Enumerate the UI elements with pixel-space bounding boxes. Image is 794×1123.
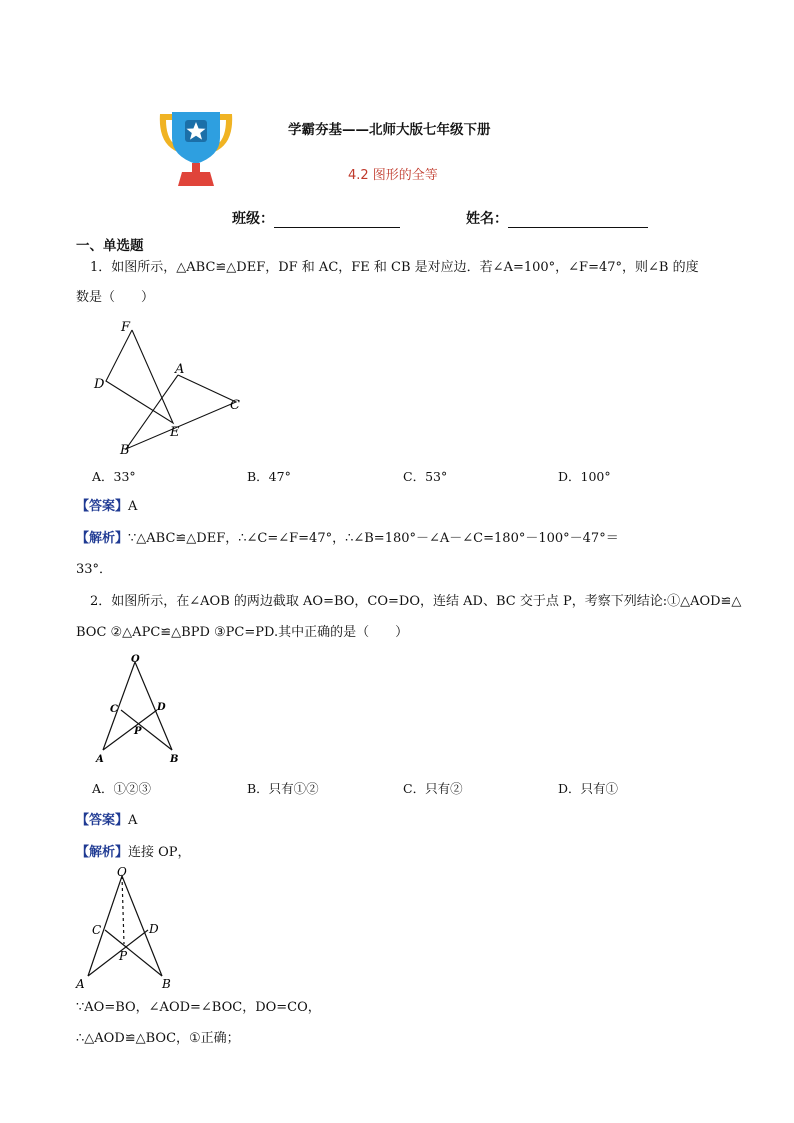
q2-analysis-tag: 【解析】 (76, 845, 129, 860)
q1-answer-tag: 【答案】 (76, 499, 129, 514)
q2-analysis-intro-text: 连接 OP， (128, 845, 191, 860)
q2a-label-c: C (92, 923, 102, 937)
name-label: 姓名： (466, 211, 508, 227)
q2a-label-o: O (117, 865, 127, 879)
q1-label-c: C (230, 398, 240, 413)
q1-option-d[interactable]: D．100° (558, 469, 611, 484)
q1-label-b: B (120, 443, 130, 458)
q1-stem-line1: 1．如图所示，△ABC≌△DEF，DF 和 AC，FE 和 CB 是对应边．若∠A=100°，∠F=47°，则∠B 的度 (90, 260, 699, 275)
class-label: 班级： (232, 211, 274, 227)
q2-label-b: B (170, 754, 179, 765)
q2-answer-tag: 【答案】 (76, 813, 129, 828)
q2a-label-b: B (162, 977, 171, 991)
q1-label-f: F (121, 320, 131, 335)
page-title: 学霸夯基——北师大版七年级下册 (288, 122, 491, 138)
name-field (466, 208, 648, 228)
section-title: 一、单选题 (76, 238, 144, 254)
q2-analysis-intro (76, 844, 191, 862)
q1-analysis-line2: 33°． (76, 562, 113, 577)
q2-label-p: P (134, 726, 142, 737)
q2-stem-line2: BOC ②△APC≌△BPD ③PC=PD.其中正确的是（ ） (76, 625, 409, 640)
q2-label-d: D (157, 702, 166, 713)
q1-stem-line2: 数是（ ） (76, 290, 155, 305)
q2-option-b[interactable]: B．只有①② (247, 781, 319, 796)
q1-answer (76, 498, 137, 516)
trophy-logo (152, 108, 240, 188)
q1-analysis-line1 (76, 530, 619, 548)
q2-analysis-figure (72, 864, 184, 992)
q1-option-b[interactable]: B．47° (247, 469, 291, 484)
q2-option-a[interactable]: A．①②③ (92, 781, 152, 796)
q2-figure (92, 650, 188, 766)
q2-option-d[interactable]: D．只有① (558, 781, 619, 796)
q2-option-c[interactable]: C．只有② (403, 781, 463, 796)
q2a-label-a: A (76, 977, 85, 991)
q1-label-a: A (175, 362, 185, 377)
q1-answer-value: A (128, 499, 138, 514)
class-field (232, 208, 400, 228)
q2-label-o: O (131, 654, 140, 665)
q2-label-a: A (96, 754, 104, 765)
q2-answer-value: A (128, 813, 138, 828)
q1-label-e: E (170, 425, 180, 440)
q1-figure (86, 312, 256, 460)
q1-analysis-tag: 【解析】 (76, 531, 129, 546)
q2a-label-p: P (119, 949, 128, 963)
name-blank (508, 213, 648, 228)
q1-option-a[interactable]: A．33° (92, 469, 136, 484)
q2a-label-d: D (149, 922, 159, 936)
q2-step1: ∵AO=BO，∠AOD=∠BOC，DO=CO， (76, 1000, 321, 1015)
class-blank (274, 213, 400, 228)
q1-label-d: D (94, 377, 105, 392)
q2-stem-line1: 2．如图所示，在∠AOB 的两边截取 AO=BO，CO=DO，连结 AD、BC 交于点 P，考察下列结论:①△AOD≌△ (90, 594, 742, 609)
q2-label-c: C (110, 704, 118, 715)
q2-answer (76, 812, 137, 830)
q1-analysis-text: ∵△ABC≌△DEF，∴∠C=∠F=47°，∴∠B=180°－∠A－∠C=180°－100°－47°＝ (128, 531, 619, 546)
q1-option-c[interactable]: C．53° (403, 469, 448, 484)
page-subtitle: 4.2 图形的全等 (348, 168, 438, 183)
q2-step2: ∴△AOD≌△BOC，①正确； (76, 1031, 240, 1046)
